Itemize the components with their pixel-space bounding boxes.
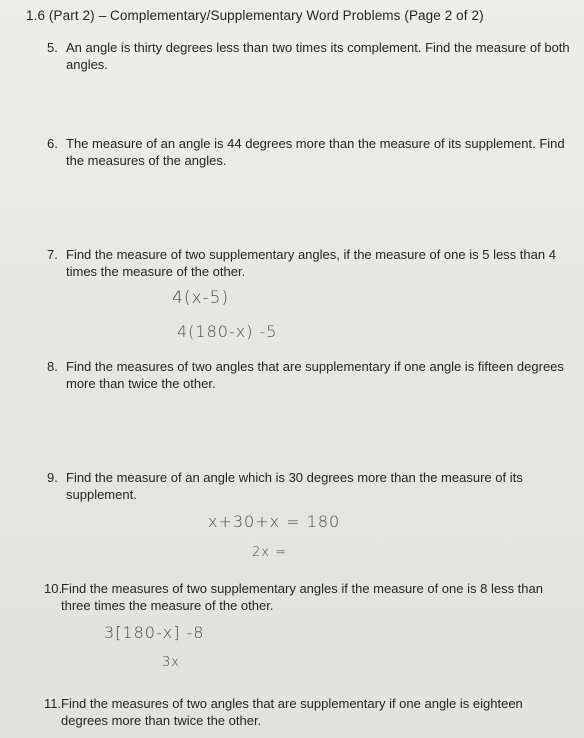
problem-number: 6. bbox=[47, 136, 58, 151]
problem-text: Find the measure of two supplementary angles, if the measure of one is 5 less than 4 times the measure of the other. bbox=[66, 247, 556, 279]
problem-text: The measure of an angle is 44 degrees more than the measure of its supplement. Find the measures of the angles. bbox=[66, 136, 565, 168]
problem-5 bbox=[47, 39, 581, 73]
problem-text: Find the measures of two angles that are supplementary if one angle is fifteen degrees more than twice the other. bbox=[66, 359, 564, 391]
page-title: 1.6 (Part 2) – Complementary/Supplementary Word Problems (Page 2 of 2) bbox=[26, 8, 484, 23]
problem-number: 11. bbox=[44, 696, 62, 711]
problem-number: 7. bbox=[47, 247, 58, 262]
problem-11 bbox=[44, 695, 568, 729]
problem-number: 8. bbox=[47, 359, 58, 374]
handwritten-work-p10-line1: 3[180-x] -8 bbox=[104, 623, 205, 642]
problem-number: 10. bbox=[44, 581, 63, 596]
problem-number: 9. bbox=[47, 470, 58, 485]
problem-text: Find the measure of an angle which is 30 degrees more than the measure of its supplement. bbox=[66, 470, 523, 502]
handwritten-work-p9-line2: 2x = bbox=[252, 545, 287, 560]
handwritten-work-p9-line1: x+30+x = 180 bbox=[208, 512, 341, 531]
problem-9 bbox=[47, 469, 547, 503]
problem-number: 5. bbox=[47, 40, 58, 55]
problem-text: Find the measures of two angles that are supplementary if one angle is eighteen degrees more than twice the other. bbox=[61, 696, 523, 728]
problem-text: An angle is thirty degrees less than two times its complement. Find the measure of both angles. bbox=[66, 40, 570, 72]
problem-10 bbox=[44, 580, 568, 614]
problem-text: Find the measures of two supplementary angles if the measure of one is 8 less than three times the measure of the other. bbox=[61, 581, 543, 613]
problem-8 bbox=[47, 358, 581, 392]
problem-6 bbox=[47, 135, 577, 169]
problem-7 bbox=[47, 246, 571, 280]
handwritten-work-p7-line2: 4(180-x) -5 bbox=[177, 322, 278, 341]
handwritten-work-p7-line1: 4(x-5) bbox=[172, 288, 230, 308]
handwritten-work-p10-line2: 3x bbox=[162, 655, 180, 670]
